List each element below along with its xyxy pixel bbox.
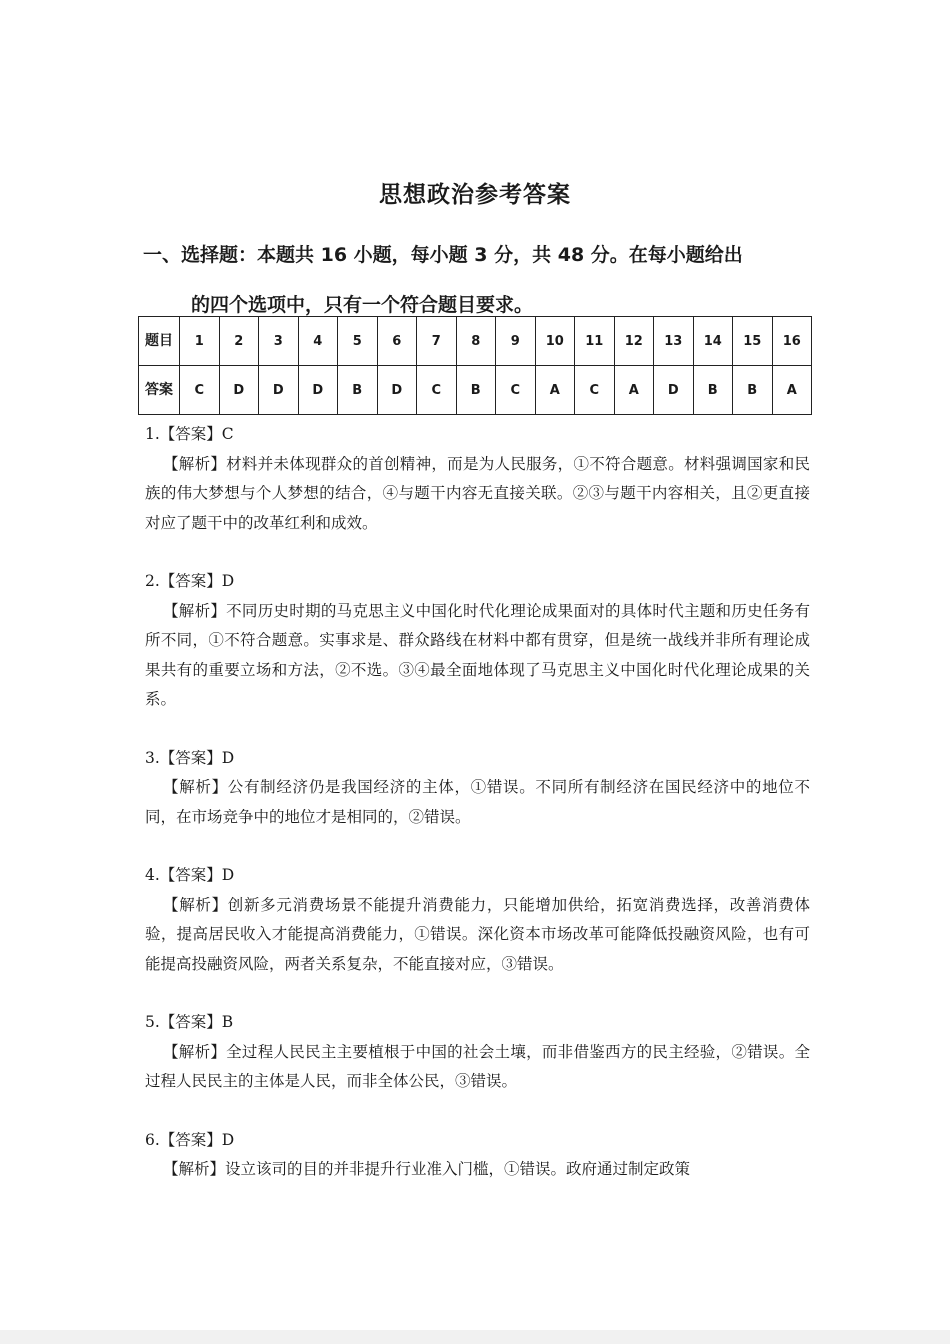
explanation-text: 【解析】设立该司的目的并非提升行业准入门槛，①错误。政府通过制定政策 (163, 1160, 691, 1178)
answer-item-6 (145, 1126, 810, 1185)
explanation-text: 【解析】材料并未体现群众的首创精神，而是为人民服务，①不符合题意。材料强调国家和民族的伟大梦想与个人梦想的结合，④与题干内容无直接关联。②③与题干内容相关，且②更直接对应了题干中的改革红利和成效。 (145, 454, 810, 532)
answer-line: 3.【答案】D (145, 748, 235, 767)
question-number-cell: 14 (693, 317, 733, 366)
answer-line: 4.【答案】D (145, 866, 235, 884)
question-number-cell: 9 (496, 317, 536, 366)
answer-cell: B (338, 366, 378, 415)
answer-cell: B (733, 366, 773, 415)
question-number-cell: 3 (259, 317, 299, 366)
question-number-cell: 2 (219, 317, 259, 366)
answer-cell: C (575, 366, 615, 415)
answer-cell: D (654, 366, 694, 415)
answer-cell: D (219, 366, 259, 415)
question-number-cell: 12 (614, 317, 654, 366)
document-title: 思想政治参考答案 (379, 182, 571, 208)
answer-line: 5.【答案】B (145, 1013, 234, 1031)
answer-cell: D (298, 366, 338, 415)
answer-item-1 (145, 420, 810, 538)
answer-line: 2.【答案】D (145, 572, 235, 590)
answer-cell: B (693, 366, 733, 415)
section-heading (143, 230, 823, 330)
answer-item-3 (145, 744, 810, 833)
answer-line: 6.【答案】D (145, 1130, 235, 1149)
question-number-cell: 8 (456, 317, 496, 366)
explanation-text: 【解析】全过程人民民主主要植根于中国的社会土壤，而非借鉴西方的民主经验，②错误。全过程人民民主的主体是人民，而非全体公民，③错误。 (145, 1042, 810, 1090)
question-number-cell: 10 (535, 317, 575, 366)
answer-cell: A (614, 366, 654, 415)
page-bottom-edge (0, 1330, 950, 1344)
answer-item-5 (145, 1008, 810, 1097)
answer-cell: C (417, 366, 457, 415)
answer-cell: B (456, 366, 496, 415)
answer-item-2 (145, 567, 810, 715)
question-number-cell: 11 (575, 317, 615, 366)
question-number-cell: 16 (772, 317, 812, 366)
question-number-cell: 1 (180, 317, 220, 366)
section-heading-line-2: 的四个选项中，只有一个符合题目要求。 (191, 294, 534, 316)
answer-cell: D (377, 366, 417, 415)
explanation-text: 【解析】公有制经济仍是我国经济的主体，①错误。不同所有制经济在国民经济中的地位不同，在市场竞争中的地位才是相同的，②错误。 (145, 778, 810, 826)
answer-cell: A (772, 366, 812, 415)
question-number-cell: 7 (417, 317, 457, 366)
question-number-cell: 4 (298, 317, 338, 366)
answer-row (139, 366, 812, 415)
answer-cell: D (259, 366, 299, 415)
answer-cell: C (496, 366, 536, 415)
section-heading-line-1: 一、选择题：本题共 16 小题，每小题 3 分，共 48 分。在每小题给出 (143, 244, 743, 266)
question-number-row (139, 317, 812, 366)
explanation-text: 【解析】不同历史时期的马克思主义中国化时代化理论成果面对的具体时代主题和历史任务有所不同，①不符合题意。实事求是、群众路线在材料中都有贯穿，但是统一战线并非所有理论成果共有的重要立场和方法，②不选。③④最全面地体现了马克思主义中国化时代化理论成果的关系。 (145, 601, 810, 708)
answer-item-4 (145, 861, 810, 979)
answer-cell: A (535, 366, 575, 415)
question-number-cell: 13 (654, 317, 694, 366)
explanation-text: 【解析】创新多元消费场景不能提升消费能力，只能增加供给，拓宽消费选择，改善消费体验，提高居民收入才能提高消费能力，①错误。深化资本市场改革可能降低投融资风险，也有可能提高投融资风险，两者关系复杂，不能直接对应，③错误。 (145, 895, 810, 973)
question-number-cell: 15 (733, 317, 773, 366)
answer-line: 1.【答案】C (145, 425, 234, 443)
answer-table (138, 316, 812, 415)
answer-explanations (145, 420, 810, 1185)
question-number-cell: 5 (338, 317, 378, 366)
answer-row-header: 答案 (139, 366, 180, 415)
question-number-cell: 6 (377, 317, 417, 366)
answer-cell: C (180, 366, 220, 415)
question-row-header: 题目 (139, 317, 180, 366)
